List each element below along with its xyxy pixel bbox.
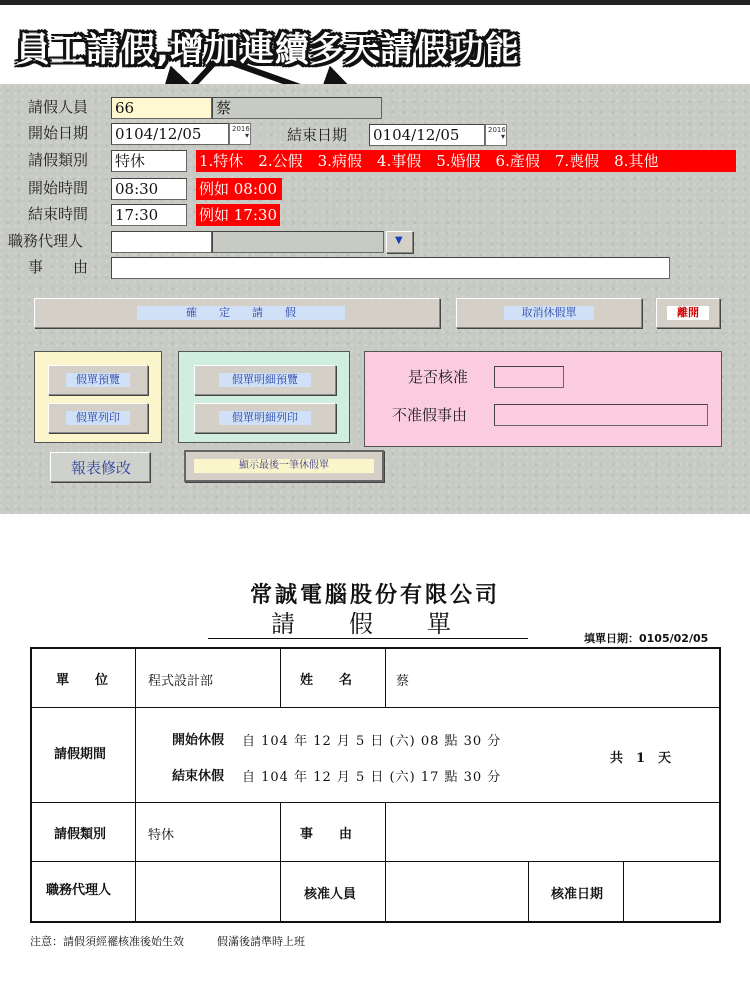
end-date-label: 結束日期 <box>287 126 348 144</box>
fill-date: 填單日期：0105/02/05 <box>584 632 709 645</box>
end-time-label: 結束時間 <box>28 205 89 223</box>
end-date-field[interactable]: 0104/12/05 <box>369 124 485 146</box>
end-time-hint: 例如 17:30 <box>196 204 280 226</box>
name-value: 蔡 <box>396 674 410 689</box>
col-divider <box>623 861 624 921</box>
detail-preview-label: 假單明細預覽 <box>219 373 311 387</box>
end-time-field[interactable]: 17:30 <box>111 204 187 226</box>
start-label: 開始休假 <box>172 733 225 748</box>
start-time-field[interactable]: 08:30 <box>111 178 187 200</box>
leave-type-options-hint: 1.特休 2.公假 3.病假 4.事假 5.婚假 6.產假 7.喪假 8.其他 <box>196 150 736 172</box>
report-edit-button[interactable] <box>50 452 150 482</box>
col-divider <box>385 802 386 921</box>
start-date-picker[interactable] <box>229 123 251 145</box>
type-value: 特休 <box>148 828 175 843</box>
leave-type-field[interactable]: 特休 <box>111 150 187 172</box>
deputy-dropdown-button[interactable] <box>386 231 413 253</box>
reject-reason-label: 不准假事由 <box>392 406 468 424</box>
start-time-label: 開始時間 <box>28 179 89 197</box>
col-divider <box>385 649 386 707</box>
chevron-down-icon: ▾ <box>244 131 249 140</box>
end-date-year: 2016 <box>488 126 506 134</box>
end-date-picker[interactable] <box>485 124 507 146</box>
show-last-button[interactable] <box>184 450 384 482</box>
cancel-leave-button[interactable] <box>456 298 642 328</box>
start-line: 自 104 年 12 月 5 日 (六) 08 點 30 分 <box>242 734 502 749</box>
preview-label: 假單預覽 <box>66 373 130 387</box>
end-line: 自 104 年 12 月 5 日 (六) 17 點 30 分 <box>242 770 502 785</box>
approved-field[interactable] <box>494 366 564 388</box>
start-time-hint: 例如 08:00 <box>196 178 282 200</box>
footer-note: 注意：請假須經襬核准後始生效 假滿後請準時上班 <box>30 935 305 948</box>
approver-label: 核准人員 <box>304 887 357 902</box>
leave-label: 離開 <box>667 306 709 320</box>
print-button[interactable] <box>48 403 148 433</box>
deputy-name-field <box>212 231 384 253</box>
deputy-label: 職務代理人 <box>46 883 112 898</box>
confirm-leave-label: 確 定 請 假 <box>137 306 345 320</box>
leave-form-panel <box>0 84 750 514</box>
report-edit-label: 報表修改 <box>70 459 131 477</box>
detail-print-button[interactable] <box>194 403 336 433</box>
col-divider <box>280 649 281 707</box>
reason-label: 事 由 <box>28 258 89 276</box>
applicant-name-field: 蔡 <box>212 97 382 119</box>
reject-reason-field[interactable] <box>494 404 708 426</box>
arrow-down-icon: ▼ <box>395 235 403 246</box>
print-label: 假單列印 <box>66 411 130 425</box>
leave-type-label: 請假類別 <box>28 151 89 169</box>
start-date-field[interactable]: 0104/12/05 <box>111 123 229 145</box>
applicant-label: 請假人員 <box>28 98 89 116</box>
col-divider <box>135 649 136 921</box>
reason-field[interactable] <box>111 257 670 279</box>
col-divider <box>280 802 281 921</box>
applicant-id-field[interactable]: 66 <box>111 97 212 119</box>
show-last-label: 顯示最後一筆休假單 <box>194 459 374 473</box>
banner-title: 員工請假,增加連續多天請假功能 <box>16 30 520 70</box>
detail-preview-button[interactable] <box>194 365 336 395</box>
type-label: 請假類別 <box>54 827 107 842</box>
unit-label: 單 位 <box>56 673 109 688</box>
deputy-label: 職務代理人 <box>8 232 84 250</box>
start-date-label: 開始日期 <box>28 124 89 142</box>
approve-date-label: 核准日期 <box>551 887 604 902</box>
chevron-down-icon: ▾ <box>500 132 505 141</box>
confirm-leave-button[interactable] <box>34 298 440 328</box>
leave-button[interactable] <box>656 298 720 328</box>
period-label: 請假期間 <box>54 747 107 762</box>
cancel-leave-label: 取消休假單 <box>504 306 594 320</box>
preview-button[interactable] <box>48 365 148 395</box>
name-label: 姓 名 <box>300 673 353 688</box>
start-date-year: 2016 <box>232 125 250 133</box>
unit-value: 程式設計部 <box>148 674 214 689</box>
end-label: 結束休假 <box>172 769 225 784</box>
deputy-id-field[interactable] <box>111 231 212 253</box>
approved-label: 是否核准 <box>408 368 469 386</box>
col-divider <box>528 861 529 921</box>
leave-document-table <box>30 647 721 923</box>
company-name: 常誠電腦股份有限公司 <box>249 582 500 608</box>
reason-label: 事 由 <box>300 827 353 842</box>
document-title: 請假單 <box>208 610 528 639</box>
detail-print-label: 假單明細列印 <box>219 411 311 425</box>
total-days: 共 1 天 <box>610 751 672 766</box>
